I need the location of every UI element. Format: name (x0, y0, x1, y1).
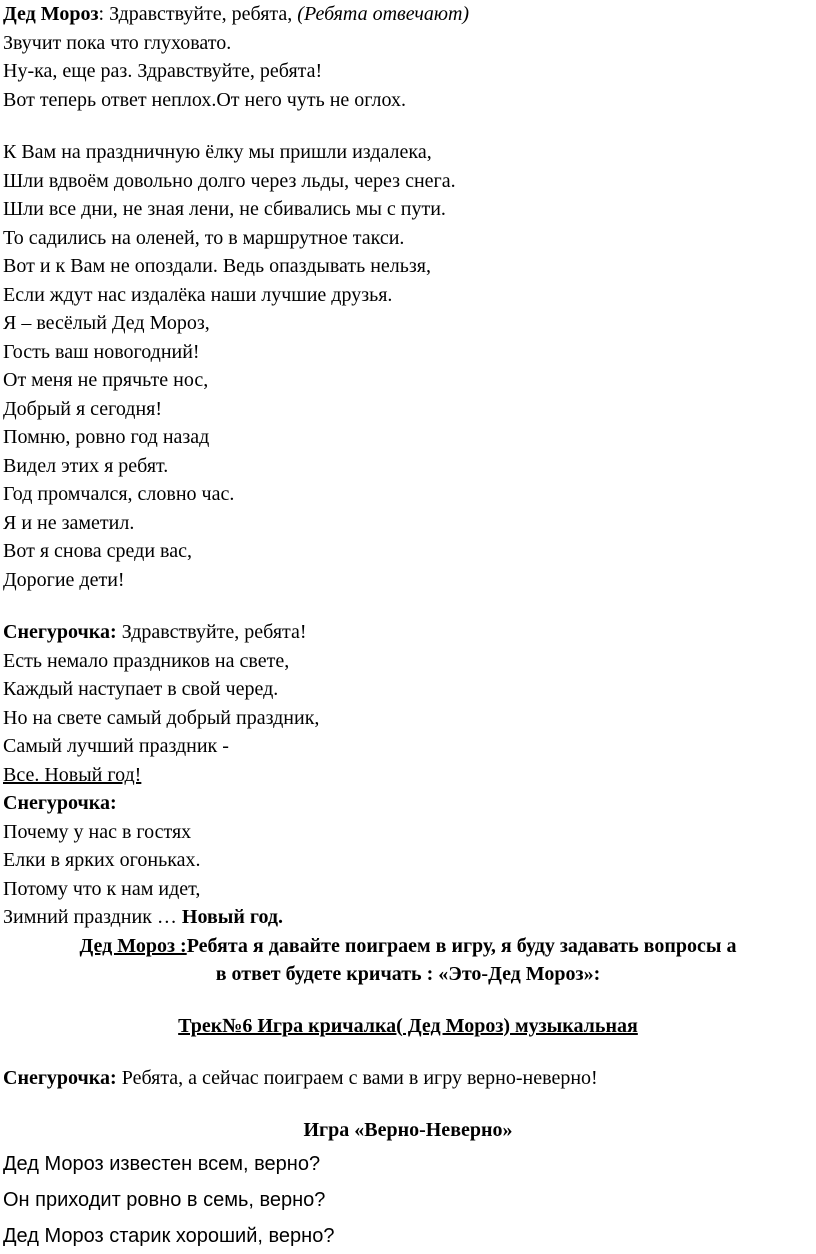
verse-line: То садились на оленей, то в маршрутное такси. (3, 226, 405, 249)
intro-greeting: Здравствуйте, ребята, (104, 3, 298, 25)
game-title: Игра «Верно-Неверно» (303, 1119, 513, 1141)
verse-line: Гость ваш новогодний! (3, 340, 200, 363)
verse-line: Я и не заметил. (3, 511, 135, 534)
question-line: Он приходит ровно в семь, верно? (3, 1189, 326, 1211)
verse-line: Елки в ярких огоньках. (3, 849, 201, 871)
intro-line: Звучит пока что глуховато. (3, 31, 232, 54)
verse-last-line-bold: Новый год. (181, 906, 284, 928)
paragraph-gap (3, 1092, 813, 1116)
speaker-snegurochka: Снегурочка: (3, 792, 117, 814)
all-answer-line: Все. Новый год! (3, 763, 142, 786)
game-intro-text: Ребята я давайте поиграем в игру, я буду задавать вопросы а (186, 934, 737, 957)
paragraph-gap (3, 594, 813, 618)
verse-line: Но на свете самый добрый праздник, (3, 706, 320, 729)
verse-line: Почему у нас в гостях (3, 820, 192, 843)
verse-line: Вот я снова среди вас, (3, 540, 192, 562)
verse-line: Каждый наступает в свой черед. (3, 678, 279, 700)
snegurochka-game-text: Ребята, а сейчас поиграем с вами в игру верно-неверно! (116, 1066, 598, 1089)
verse-last-line-start: Зимний праздник … (3, 906, 182, 928)
game-questions (3, 1146, 813, 1254)
paragraph-gap (3, 1040, 813, 1064)
speaker-snegurochka: Снегурочка: (3, 1066, 117, 1089)
verse-line: Самый лучший праздник - (3, 735, 229, 757)
intro-greeting-line (3, 0, 813, 29)
track-heading: Трек№6 Игра кричалка( Дед Мороз) музыкальная (178, 1014, 638, 1037)
speaker-snegurochka: Снегурочка: (3, 621, 117, 643)
verse-line: Помню, ровно год назад (3, 426, 210, 448)
verse-last-line (3, 903, 813, 932)
game-intro-line-1 (0, 932, 816, 960)
verse-line: Есть немало праздников на свете, (3, 649, 290, 672)
verse-line: Шли вдвоём довольно долго через льды, через снега. (3, 169, 456, 192)
stage-remark: (Ребята отвечают) (297, 3, 470, 25)
verse-line: Я – весёлый Дед Мороз, (3, 312, 210, 334)
snegurochka-greeting-line (3, 618, 813, 647)
speaker-ded-moroz: Дед Мороз : (79, 934, 187, 957)
snegurochka-verse-2 (3, 789, 813, 932)
verse-line: От меня не прячьте нос, (3, 369, 209, 391)
snegurochka-game-line (3, 1064, 813, 1093)
game-intro-line-2: в ответ будете кричать : «Это-Дед Мороз»: (215, 962, 601, 985)
speaker-colon: : (98, 3, 105, 25)
question-line: Дед Мороз старик хороший, верно? (3, 1225, 335, 1247)
intro-line: Вот теперь ответ неплох.От него чуть не оглох. (3, 88, 406, 111)
snegurochka-verse-1 (3, 618, 813, 789)
verse-line: Дорогие дети! (3, 568, 125, 591)
verse-line: К Вам на праздничную ёлку мы пришли издалека, (3, 141, 432, 163)
verse-line: Если ждут нас издалёка наши лучшие друзья. (3, 283, 393, 306)
snegurochka-greeting: Здравствуйте, ребята! (116, 621, 307, 643)
verse-line: Год промчался, словно час. (3, 483, 235, 505)
question-line: Дед Мороз известен всем, верно? (3, 1153, 321, 1175)
ded-moroz-verse (3, 138, 813, 594)
verse-line: Потому что к нам идет, (3, 877, 201, 900)
document-page (3, 0, 813, 1254)
verse-line: Добрый я сегодня! (3, 397, 163, 420)
verse-line: Шли все дни, не зная лени, не сбивались мы с пути. (3, 198, 446, 220)
paragraph-gap (3, 114, 813, 138)
verse-line: Видел этих я ребят. (3, 454, 169, 477)
speaker-ded-moroz: Дед Мороз (3, 3, 99, 25)
verse-line: Вот и к Вам не опоздали. Ведь опаздывать нельзя, (3, 255, 432, 277)
intro-line: Ну-ка, еще раз. Здравствуйте, ребята! (3, 60, 323, 82)
paragraph-gap (3, 988, 813, 1012)
ded-moroz-game-intro (0, 932, 816, 988)
